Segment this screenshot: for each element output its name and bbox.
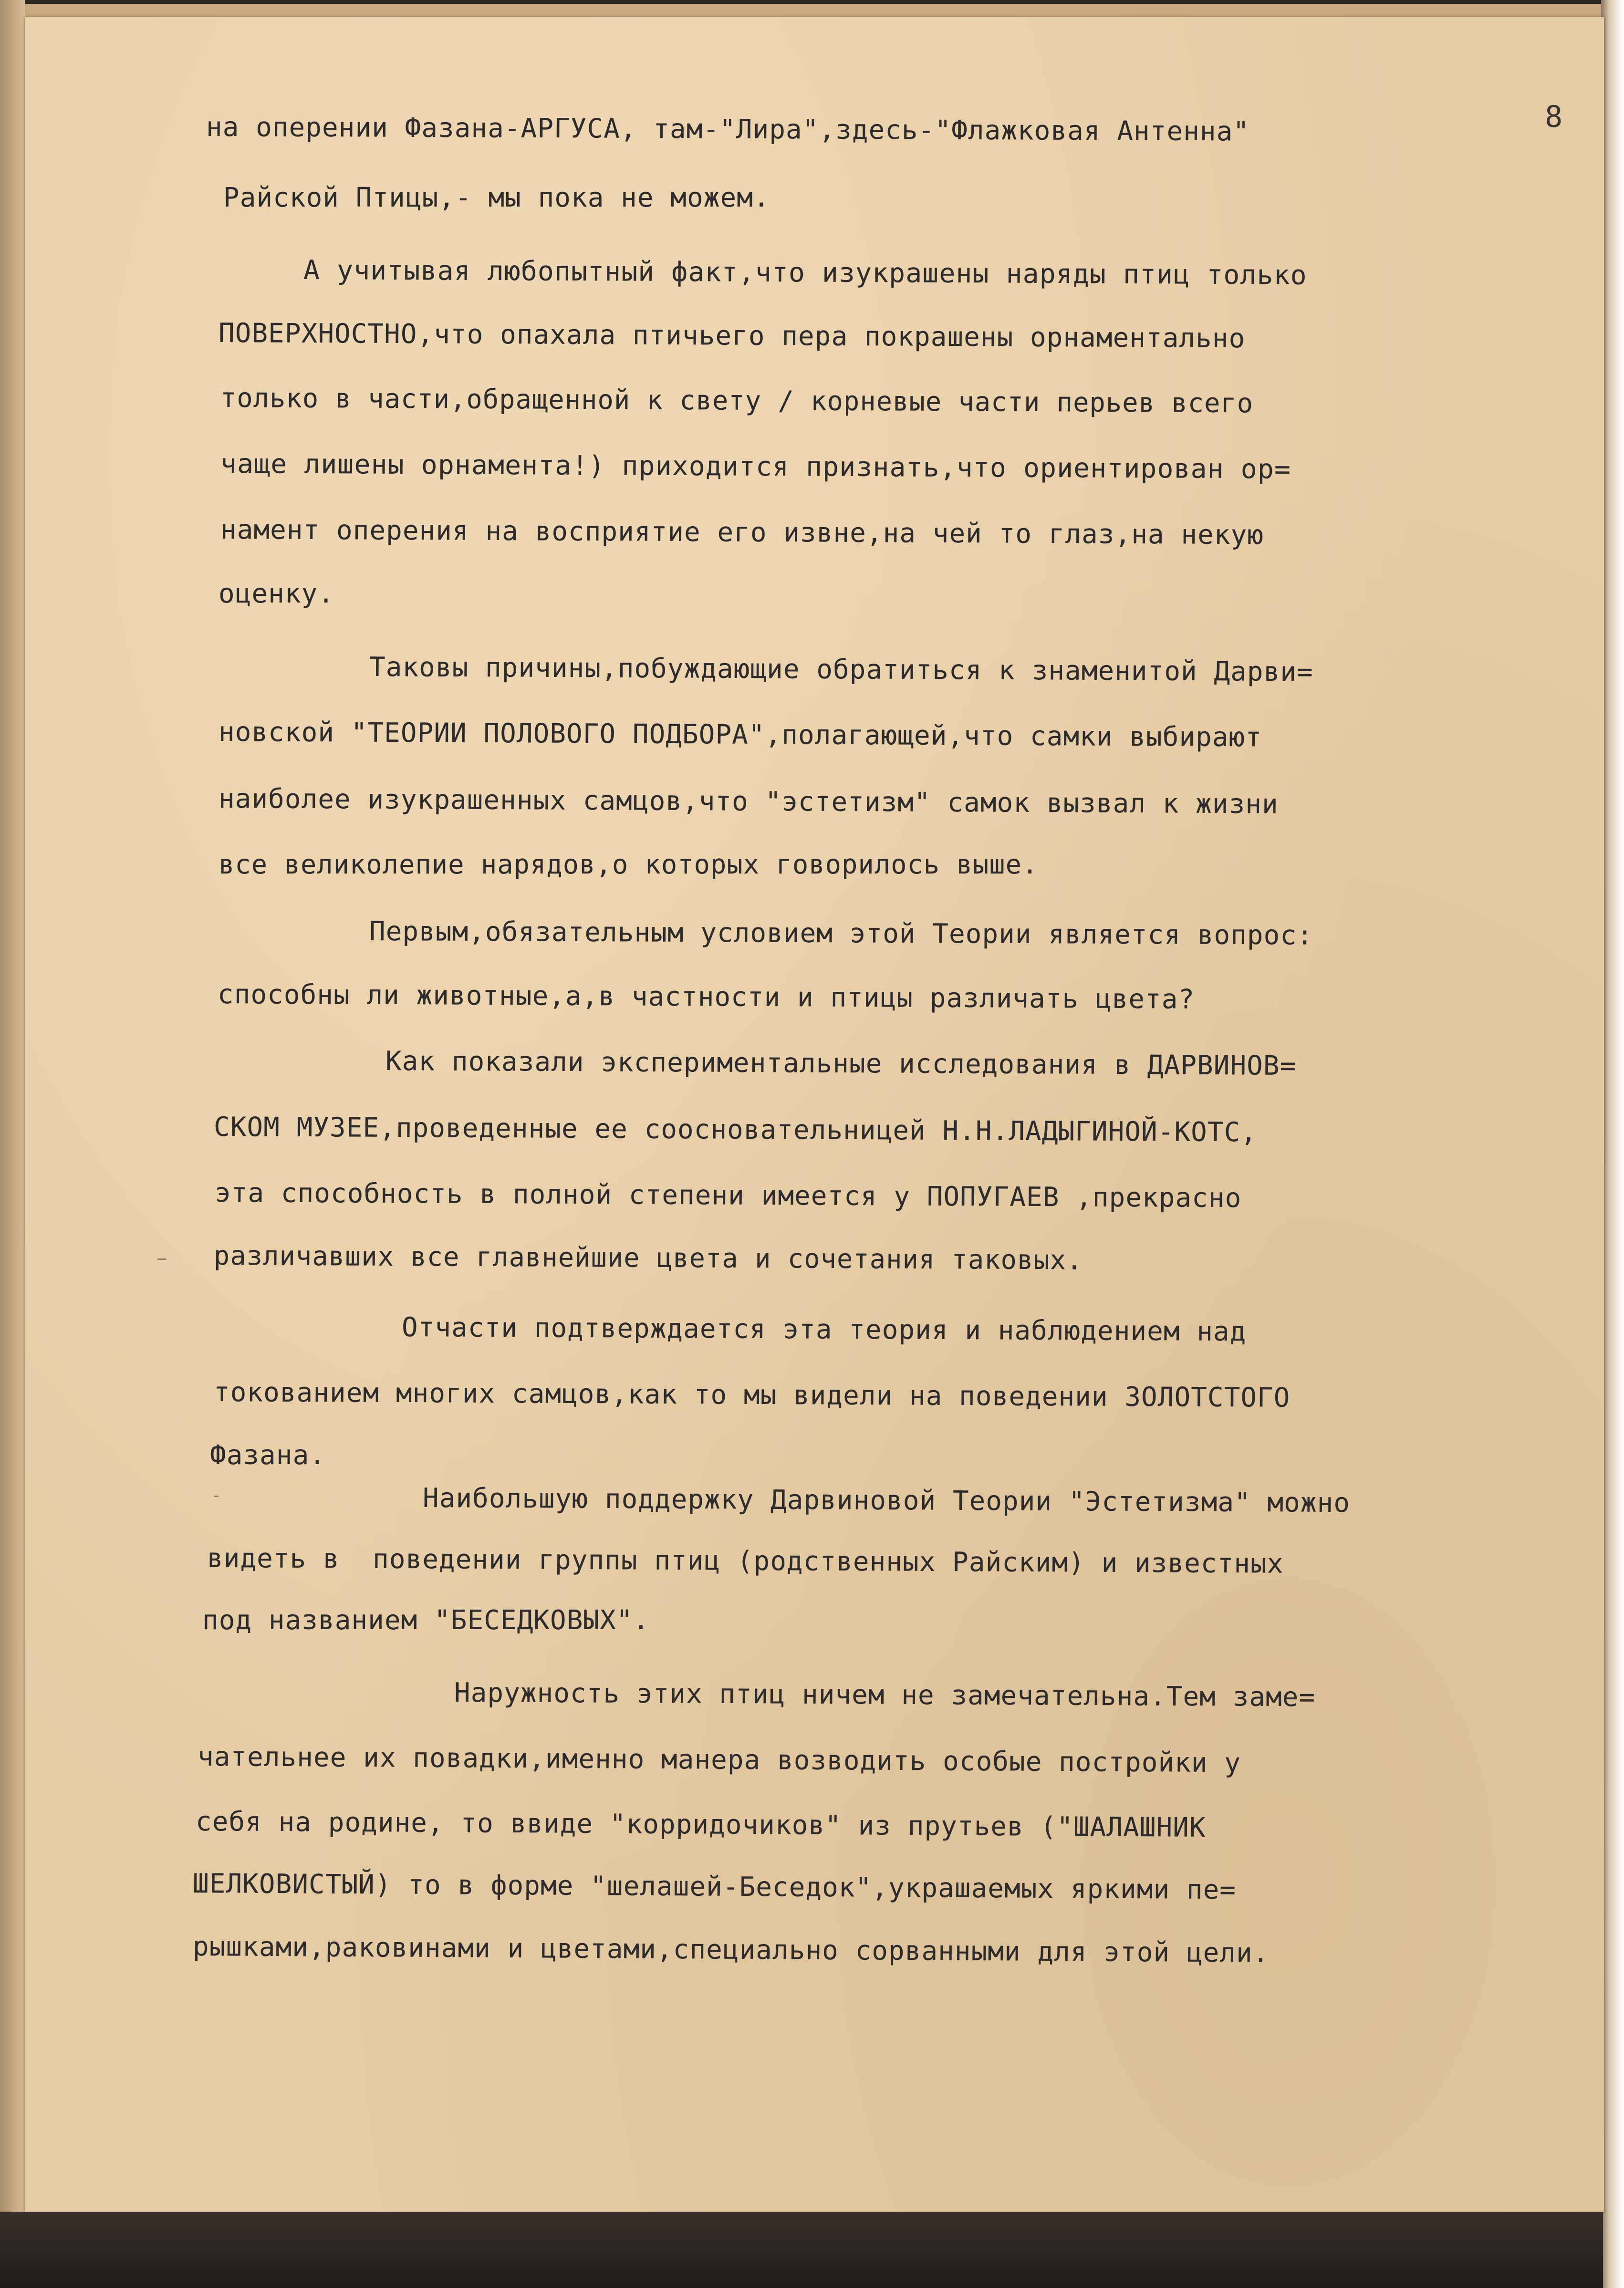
text-line-20: токованием многих самцов,как то мы видели на поведении ЗОЛОТСТОГО — [213, 1377, 1291, 1414]
text-line-27: себя на родине, то ввиде "корридочиков" из прутьев ("ШАЛАШНИК — [195, 1806, 1206, 1843]
text-line-24: под названием "БЕСЕДКОВЫХ". — [202, 1605, 650, 1636]
text-line-16: СКОМ МУЗЕЕ,проведенные ее соосновательницей Н.Н.ЛАДЫГИНОЙ-КОТС, — [213, 1112, 1258, 1148]
text-line-22: Наибольшую поддержку Дарвиновой Теории "Эстетизма" можно — [422, 1483, 1351, 1519]
text-line-13: Первым,обязательным условием этой Теории является вопрос: — [369, 916, 1313, 951]
text-line-3: А учитывая любопытный факт,что изукрашены наряды птиц только — [303, 255, 1307, 291]
text-line-1: на оперении Фазана-АРГУСА, там-"Лира",здесь-"Флажковая Антенна" — [206, 112, 1250, 147]
page-number: 8 — [1545, 99, 1563, 134]
text-line-26: чательнее их повадки,именно манера возводить особые постройки у — [197, 1741, 1241, 1779]
margin-mark — [157, 1258, 166, 1260]
bottom-shadow — [0, 2212, 1603, 2288]
text-line-9: Таковы причины,побуждающие обратиться к знаменитой Дарви= — [369, 652, 1313, 688]
text-line-21: Фазана. — [210, 1440, 326, 1471]
text-line-7: намент оперения на восприятие его извне,на чей то глаз,на некую — [220, 514, 1264, 551]
text-line-19: Отчасти подтверждается эта теория и наблюдением над — [401, 1312, 1247, 1348]
text-line-17: эта способность в полной степени имеется у ПОПУГАЕВ ,прекрасно — [214, 1177, 1242, 1214]
text-line-12: все великолепие нарядов,о которых говорилось выше. — [219, 849, 1039, 880]
text-line-2: Райской Птицы,- мы пока не можем. — [223, 182, 770, 213]
text-line-11: наиболее изукрашенных самцов,что "эстетизм" самок вызвал к жизни — [218, 783, 1279, 820]
text-line-6: чаще лишены орнамента!) приходится признать,что ориентирован ор= — [220, 448, 1291, 485]
text-line-23: видеть в поведении группы птиц (родственных Райским) и известных — [207, 1543, 1284, 1580]
text-line-5: только в части,обращенной к свету / корневые части перьев всего — [220, 383, 1254, 419]
binding-edge — [0, 0, 25, 2242]
text-line-8: оценку. — [219, 578, 335, 609]
text-line-25: Наружность этих птиц ничем не замечательна.Тем заме= — [454, 1677, 1316, 1713]
text-line-4: ПОВЕРХНОСТНО,что опахала птичьего пера покрашены орнаментально — [218, 318, 1246, 354]
text-line-15: Как показали экспериментальные исследования в ДАРВИНОВ= — [385, 1046, 1297, 1082]
page-stack-edge — [1601, 0, 1624, 2288]
text-line-10: новской "ТЕОРИИ ПОЛОВОГО ПОДБОРА",полагающей,что самки выбирают — [218, 717, 1262, 753]
text-line-28: ШЕЛКОВИСТЫЙ) то в форме "шелашей-Беседок",украшаемых яркими пе= — [192, 1868, 1237, 1906]
text-line-14: способны ли животные,а,в частности и птицы различать цвета? — [217, 979, 1195, 1015]
text-line-18: различавших все главнейшие цвета и сочетания таковых. — [213, 1240, 1083, 1276]
text-line-29: рышками,раковинами и цветами,специально сорванными для этой цели. — [192, 1931, 1270, 1969]
margin-mark — [214, 1496, 219, 1497]
